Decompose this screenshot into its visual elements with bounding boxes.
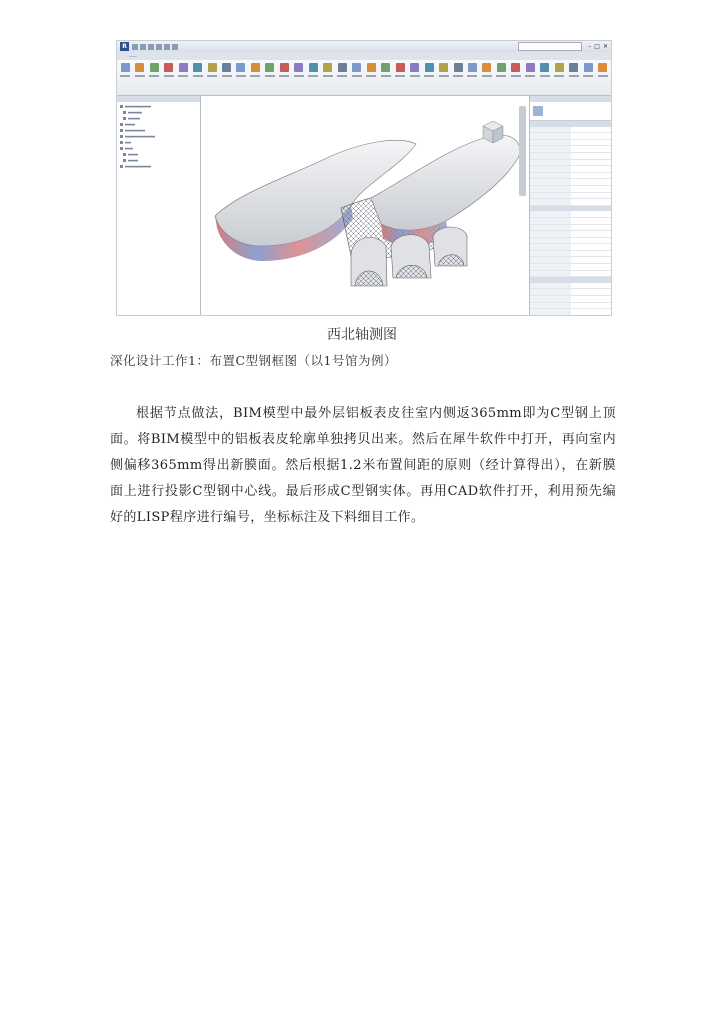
ribbon-tool-icon <box>597 63 607 83</box>
view-cube-icon <box>483 121 503 143</box>
3d-view-canvas <box>201 96 529 315</box>
property-row <box>530 264 611 271</box>
ribbon-toolbar <box>117 60 611 96</box>
figure-caption: 西北轴测图 <box>327 327 397 343</box>
property-row <box>530 231 611 238</box>
ribbon-tool-icon <box>178 63 188 83</box>
ribbon-tool-icon <box>250 63 260 83</box>
property-row <box>530 160 611 167</box>
ribbon-tabs <box>117 52 611 60</box>
window-controls <box>588 43 608 50</box>
navigation-bar <box>519 106 526 196</box>
ribbon-tool-icon <box>511 63 521 83</box>
maximize-icon: □ <box>594 43 600 50</box>
app-titlebar <box>117 41 611 52</box>
ribbon-tool-icon <box>583 63 593 83</box>
ribbon-tool-icon <box>569 63 579 83</box>
ribbon-tool-icon <box>149 63 159 83</box>
ribbon-tool-icon <box>395 63 405 83</box>
property-row <box>530 186 611 193</box>
type-selector <box>530 102 611 121</box>
close-icon: ✕ <box>602 43 608 50</box>
ribbon-tool-icon <box>192 63 202 83</box>
ribbon-tool-icon <box>279 63 289 83</box>
software-screenshot <box>116 40 612 316</box>
ribbon-tool-icon <box>525 63 535 83</box>
ribbon-tool-icon <box>294 63 304 83</box>
search-input <box>518 42 582 51</box>
ribbon-tool-icon <box>265 63 275 83</box>
view-type-icon <box>533 106 543 116</box>
ribbon-tool-icon <box>424 63 434 83</box>
ribbon-tool-icon <box>163 63 173 83</box>
ribbon-tool-icon <box>453 63 463 83</box>
property-row <box>530 283 611 290</box>
property-row <box>530 199 611 206</box>
body-paragraph: 根据节点做法，BIM模型中最外层铝板表皮往室内侧返365mm即为C型钢上顶面。将BIM模型中的铝板表皮轮廓单独拷贝出来。然后在犀牛软件中打开，再向室内侧偏移365mm得出新膜面。然后根据1.2米布置间距的原则（经计算得出），在新膜面上进行投影C型钢中心线。最后形成C型钢实体。再用CAD软件打开，利用预先编好的LISP程序进行编号，坐标标注及下料细目工作。 <box>110 406 616 525</box>
property-row <box>530 238 611 245</box>
ribbon-tool-icon <box>438 63 448 83</box>
property-row <box>530 296 611 303</box>
revit-logo-icon: R <box>120 42 129 51</box>
ribbon-tool-icon <box>236 63 246 83</box>
ribbon-tool-icon <box>467 63 477 83</box>
property-row <box>530 257 611 264</box>
properties-palette <box>529 96 611 315</box>
properties-grid <box>530 121 611 316</box>
ribbon-tool-icon <box>207 63 217 83</box>
ribbon-tool-icon <box>134 63 144 83</box>
ribbon-tool-icon <box>496 63 506 83</box>
property-row <box>530 271 611 278</box>
ribbon-tool-icon <box>380 63 390 83</box>
property-row <box>530 211 611 218</box>
ribbon-tool-icon <box>221 63 231 83</box>
property-row <box>530 133 611 140</box>
project-browser-tree <box>117 102 201 172</box>
property-row <box>530 173 611 180</box>
property-row <box>530 179 611 186</box>
ribbon-tool-icon <box>337 63 347 83</box>
ribbon-tool-icon <box>352 63 362 83</box>
ribbon-tool-icon <box>366 63 376 83</box>
property-row <box>530 193 611 200</box>
property-row <box>530 153 611 160</box>
quick-access-toolbar <box>132 44 178 50</box>
minimize-icon: – <box>588 43 592 50</box>
property-row <box>530 166 611 173</box>
ribbon-tool-icon <box>482 63 492 83</box>
project-browser <box>117 96 201 315</box>
section-subheading: 深化设计工作1：布置C型钢框图（以1号馆为例） <box>110 353 397 368</box>
ribbon-tool-icon <box>308 63 318 83</box>
ribbon-tool-icon <box>120 63 130 83</box>
workspace <box>117 96 611 315</box>
property-row <box>530 289 611 296</box>
property-row <box>530 146 611 153</box>
ribbon-tool-icon <box>323 63 333 83</box>
ribbon-tab <box>129 56 137 57</box>
property-row <box>530 218 611 225</box>
property-row <box>530 244 611 251</box>
property-row <box>530 303 611 310</box>
ribbon-tool-icon <box>554 63 564 83</box>
ribbon-tool-icon <box>409 63 419 83</box>
property-row <box>530 127 611 134</box>
ribbon-tool-icon <box>540 63 550 83</box>
axonometric-building-model <box>201 96 529 315</box>
property-row <box>530 251 611 258</box>
property-row <box>530 309 611 316</box>
property-row <box>530 225 611 232</box>
property-row <box>530 140 611 147</box>
